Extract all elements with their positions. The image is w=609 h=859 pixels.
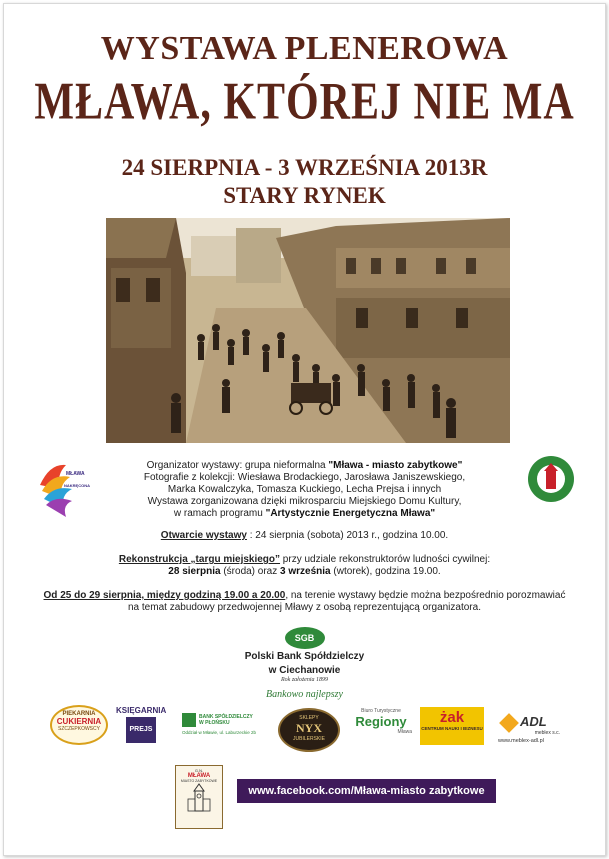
- bank-plonsk-logo: [182, 713, 264, 747]
- adl-logo: [498, 712, 560, 752]
- regiony-biuro: Biuro Turystyczne: [361, 708, 401, 714]
- logo-text-mlawa: MŁAWA: [66, 471, 85, 477]
- nyx-logo: [278, 708, 340, 752]
- reconstruction-text: przy udziale rekonstruktorów ludności cywilnej:: [280, 554, 491, 565]
- regiony-logo: [350, 708, 412, 742]
- logo-text-nakrecona: NAKRĘCONA: [64, 483, 90, 488]
- bank-name-1: Polski Bank Spółdzielczy: [244, 651, 365, 662]
- opening-text: : 24 sierpnia (sobota) 2013 r., godzina 10.00.: [246, 530, 449, 541]
- ksiegarnia-logo: [116, 706, 166, 750]
- reconstruction-date-2: 3 września: [280, 566, 331, 577]
- dates-heading: 24 SIERPNIA - 3 WRZEŚNIA 2013R: [121, 155, 488, 180]
- program-name: "Artystycznie Energetyczna Mława": [265, 508, 436, 519]
- reconstruction-label: Rekonstrukcja „targu miejskiego”: [118, 554, 281, 565]
- organizer-label: Organizator wystawy: grupa nieformalna: [146, 460, 329, 471]
- adl-url: www.meblex-adl.pl: [498, 738, 544, 744]
- bottom-logo-line-3: MIASTO ZABYTKOWE: [180, 779, 218, 783]
- bank-sponsor-block: [200, 627, 409, 700]
- piekarnia-top: PIEKARNIA: [62, 711, 96, 717]
- title-line-2: MŁAWA, KTÓREJ NIE MA: [34, 73, 575, 131]
- town-hall-icon: [184, 783, 214, 813]
- mlawa-miasto-zabytkowe-logo: [175, 765, 223, 829]
- reconstruction-date-1: 28 sierpnia: [168, 566, 221, 577]
- piekarnia-main: CUKIERNIA: [56, 717, 102, 726]
- piekarnia-logo: [50, 705, 108, 749]
- prejs-label: PREJS: [126, 717, 156, 743]
- place-heading: STARY RYNEK: [223, 183, 386, 208]
- meeting-info: [30, 590, 579, 614]
- bottom-logo-line-1: G.N.: [194, 768, 204, 773]
- sgb-logo: SGB: [285, 627, 325, 649]
- opening-label: Otwarcie wystawy: [160, 530, 247, 541]
- program-label: w ramach programu: [173, 508, 266, 519]
- organizer-line-2: Fotografie z kolekcji: Wiesława Brodackiego, Jarosława Janiszewskiego,: [143, 472, 466, 483]
- bank-plonsk-line-2: W PŁOŃSKU: [199, 720, 230, 726]
- organizer-line-4: Wystawa zorganizowana dzięki mikrosparciu Miejskiego Domu Kultury,: [147, 496, 462, 507]
- opening-info: [30, 530, 579, 542]
- bank-slogan: Bankowo najlepszy: [266, 689, 343, 700]
- nyx-top: SKLEPY: [299, 715, 319, 721]
- piekarnia-sub: SZCZEPKOWSCY: [58, 726, 100, 732]
- facebook-link[interactable]: www.facebook.com/Mława-miasto zabytkowe: [237, 779, 496, 803]
- bank-name-2: w Ciechanowie: [268, 665, 341, 676]
- organizer-line-5: [30, 508, 579, 520]
- title-line-1: WYSTAWA PLENEROWA: [100, 30, 509, 67]
- nyx-main: NYX: [296, 721, 322, 735]
- bank-since: Rok założenia 1899: [281, 677, 328, 683]
- reconstruction-text-2: (środa) oraz: [220, 566, 281, 577]
- meeting-hours: Od 25 do 29 sierpnia, między godziną 19.00 a 20.00: [43, 590, 286, 601]
- bottom-logo-line-2: MŁAWA: [187, 773, 211, 779]
- regiony-main: Regiony: [355, 714, 407, 729]
- zak-logo: [420, 707, 484, 745]
- bank-plonsk-line-1: BANK SPÓŁDZIELCZY: [199, 714, 253, 720]
- zak-main: żak: [439, 709, 465, 726]
- adl-main: ADL: [520, 713, 547, 729]
- organizer-line-1: [30, 460, 579, 472]
- historic-street-photo: [106, 218, 510, 443]
- bank-plonsk-icon: [182, 713, 196, 727]
- organizer-block: [30, 460, 579, 520]
- reconstruction-text-3: (wtorek), godzina 19.00.: [330, 566, 441, 577]
- organizer-group: "Mława - miasto zabytkowe": [328, 460, 463, 471]
- adl-sub: meblex s.c.: [534, 730, 560, 736]
- organizer-line-3: Marka Kowalczyka, Tomasza Kuckiego, Lecha Prejsa i innych: [167, 484, 442, 495]
- meeting-text: , na terenie wystawy będzie można bezpośrednio porozmawiać: [285, 590, 566, 601]
- zak-sub: CENTRUM NAUKI I BIZNESU: [421, 726, 483, 731]
- meeting-text-2: na temat zabudowy przedwojennej Mławy z osobą reprezentującą organizatora.: [128, 602, 481, 613]
- reconstruction-info: [30, 554, 579, 578]
- ksiegarnia-label: KSIĘGARNIA: [116, 706, 167, 715]
- nyx-bottom: JUBILERSKIE: [293, 736, 325, 742]
- regiony-city: Mława: [397, 729, 412, 735]
- bank-plonsk-line-3: Oddział w Mławie, ul. Laburzeckie 2b: [182, 730, 257, 735]
